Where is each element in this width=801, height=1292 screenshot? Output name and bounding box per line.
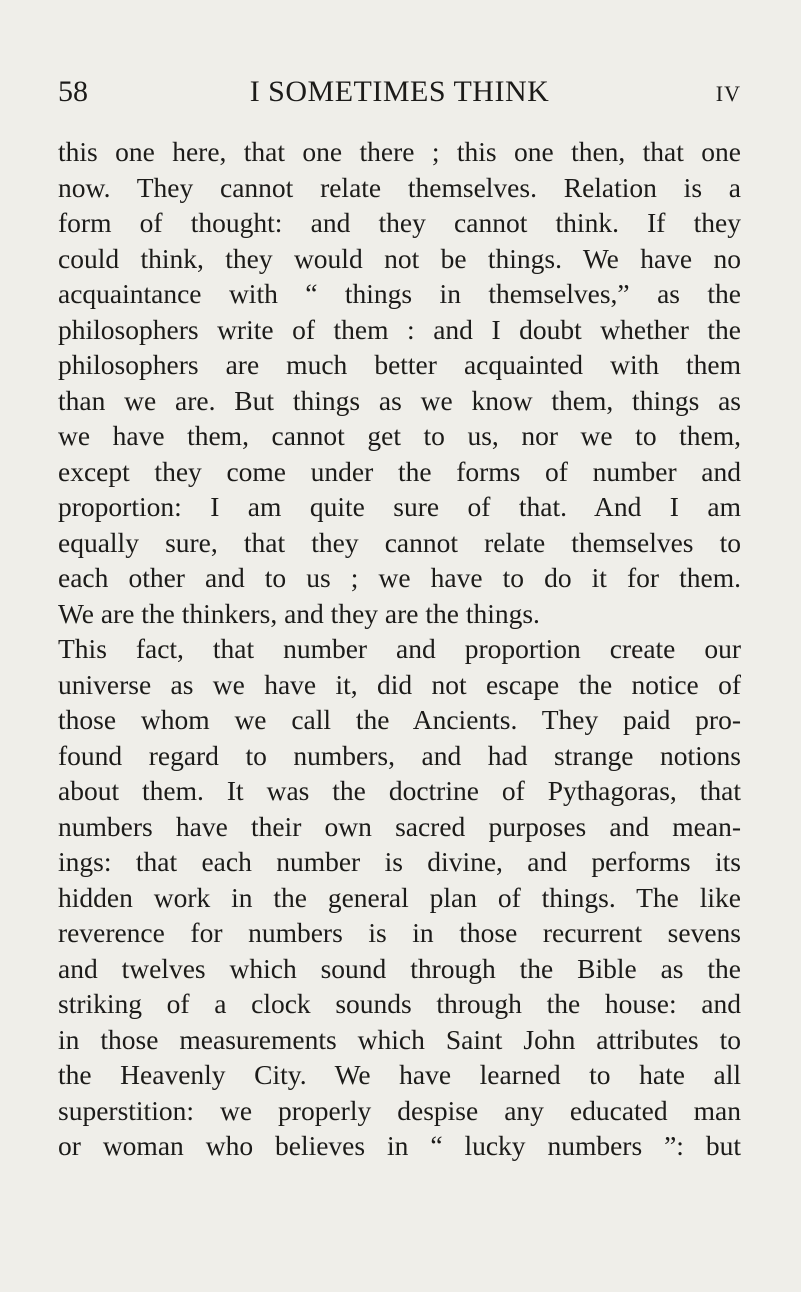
text-line: universe as we have it, did not escape the notice of xyxy=(58,668,741,700)
chapter-number: IV xyxy=(715,81,741,106)
text-line: proportion: I am quite sure of that. And I am xyxy=(58,491,741,522)
text-line: superstition: we properly despise any educated man xyxy=(58,1094,741,1126)
text-line: ings: that each number is divine, and performs its xyxy=(58,846,741,877)
text-line: in those measurements which Saint John attributes to xyxy=(58,1023,741,1055)
running-title: I SOMETIMES THINK xyxy=(249,75,550,108)
text-line: this one here, that one there ; this one then, that one xyxy=(58,136,741,167)
text-line: each other and to us ; we have to do it for them. xyxy=(58,562,741,593)
text-line: those whom we call the Ancients. They paid pro- xyxy=(58,704,741,735)
text-line: philosophers are much better acquainted with them xyxy=(58,349,741,380)
running-header xyxy=(58,70,741,114)
text-line: reverence for numbers is in those recurrent sevens xyxy=(58,917,741,948)
text-line: the Heavenly City. We have learned to hate all xyxy=(58,1059,741,1090)
text-line: form of thought: and they cannot think. If they xyxy=(58,207,741,238)
text-line: striking of a clock sounds through the house: and xyxy=(58,988,741,1019)
text-line: now. They cannot relate themselves. Relation is a xyxy=(58,171,741,203)
text-line: philosophers write of them : and I doubt whether the xyxy=(58,313,741,345)
page-number: 58 xyxy=(58,75,88,108)
text-line: or woman who believes in “ lucky numbers ”: but xyxy=(58,1130,741,1161)
text-line: we have them, cannot get to us, nor we to them, xyxy=(58,420,741,451)
text-line: acquaintance with “ things in themselves,” as the xyxy=(58,278,741,309)
text-line: This fact, that number and proportion create our xyxy=(58,633,741,664)
paragraph-1 xyxy=(58,134,741,631)
text-line: could think, they would not be things. We have no xyxy=(58,242,741,274)
text-line: except they come under the forms of number and xyxy=(58,455,741,487)
body-text xyxy=(58,134,741,1164)
paragraph-2 xyxy=(58,631,741,1164)
text-line: and twelves which sound through the Bible as the xyxy=(58,952,741,984)
text-line: We are the thinkers, and they are the things. xyxy=(58,597,540,629)
text-line: than we are. But things as we know them, things as xyxy=(58,384,741,416)
text-line: hidden work in the general plan of things. The like xyxy=(58,881,741,913)
text-line: numbers have their own sacred purposes and mean- xyxy=(58,810,741,842)
text-line: equally sure, that they cannot relate themselves to xyxy=(58,526,741,558)
text-line: found regard to numbers, and had strange notions xyxy=(58,739,741,771)
text-line: about them. It was the doctrine of Pythagoras, that xyxy=(58,775,741,806)
